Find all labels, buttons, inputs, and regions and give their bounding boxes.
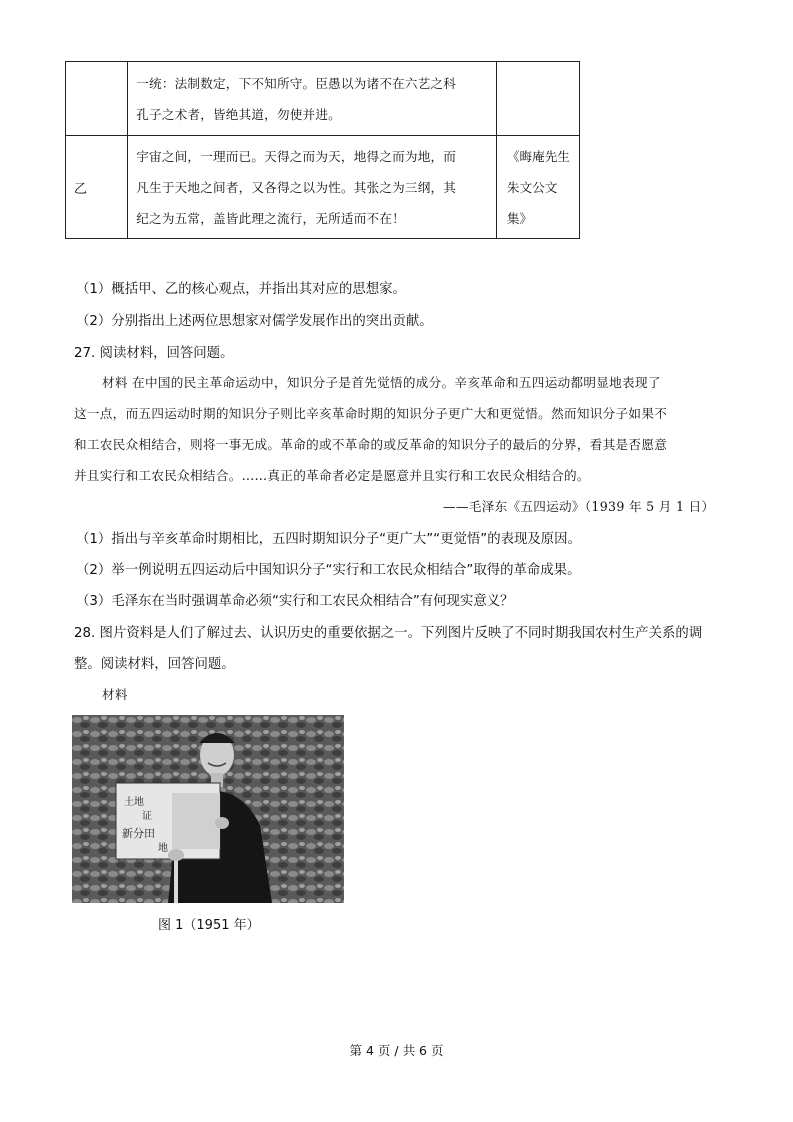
table-row xyxy=(66,62,580,136)
row-label xyxy=(66,62,128,136)
q26-sub1: （1）概括甲、乙的核心观点，并指出其对应的思想家。 xyxy=(76,282,406,297)
q28-material-label: 材料 xyxy=(102,687,128,702)
sign-text: 土地 xyxy=(124,797,144,808)
q27-sub2: （2）举一例说明五四运动后中国知识分子“实行和工农民众相结合”取得的革命成果。 xyxy=(76,563,581,578)
page-number: 第 4 页 / 共 6 页 xyxy=(349,1043,444,1058)
q28-title-line: 28. 图片资料是人们了解过去、认识历史的重要依据之一。下列图片反映了不同时期我国农村生产关系的调 xyxy=(74,626,703,641)
q27-material-line: 和工农民众相结合，则将一事无成。革命的或不革命的或反革命的知识分子的最后的分界，看其是否愿意 xyxy=(74,437,668,452)
q27-material-line: 并且实行和工农民众相结合。……真正的革命者必定是愿意并且实行和工农民众相结合的。 xyxy=(74,468,590,483)
sign-text: 证 xyxy=(142,811,152,822)
q28-title-line: 整。阅读材料，回答问题。 xyxy=(74,657,235,672)
q26-sub2: （2）分别指出上述两位思想家对儒学发展作出的突出贡献。 xyxy=(76,314,433,329)
q27-sub1: （1）指出与辛亥革命时期相比，五四时期知识分子“更广大”“更觉悟”的表现及原因。 xyxy=(76,532,581,547)
table-row xyxy=(66,136,580,239)
sign-text: 地 xyxy=(158,843,168,854)
text-line: 凡生于天地之间者，又各得之以为性。其张之为三纲，其 xyxy=(136,179,457,195)
q27-sub3: （3）毛泽东在当时强调革命必须“实行和工农民众相结合”有何现实意义？ xyxy=(76,594,514,609)
book-title-line: 朱文公文 xyxy=(506,179,558,195)
text-line: 纪之为五常，盖皆此理之流行，无所适而不在！ xyxy=(136,210,405,226)
q27-material-line: 材料 在中国的民主革命运动中，知识分子是首先觉悟的成分。辛亥革命和五四运动都明显地表现了 xyxy=(102,375,661,390)
text-line: 一统：法制数定，下不知所守。臣愚以为诸不在六艺之科 xyxy=(136,75,457,91)
text-line: 宇宙之间，一理而已。天得之而为天，地得之而为地，而 xyxy=(136,148,457,164)
book-title-line: 《晦庵先生 xyxy=(506,148,570,164)
row-label: 乙 xyxy=(66,136,128,239)
farmer-photo-illustration xyxy=(72,715,344,903)
book-title-line: 集》 xyxy=(506,210,533,226)
historical-photo xyxy=(72,715,344,903)
row-text xyxy=(128,62,497,136)
text-line: 孔子之术者，皆绝其道，勿使并进。 xyxy=(136,106,341,122)
q27-material-line: 这一点，而五四运动时期的知识分子则比辛亥革命时期的知识分子更广大和更觉悟。然而知识分子如果不 xyxy=(74,406,668,421)
sign-text: 新分田 xyxy=(122,827,155,840)
row-source xyxy=(496,62,579,136)
figure-caption: 图 1（1951 年） xyxy=(158,918,260,933)
row-source xyxy=(496,136,579,239)
q27-title: 27. 阅读材料，回答问题。 xyxy=(74,346,234,361)
row-text xyxy=(128,136,497,239)
source-table xyxy=(65,61,580,239)
q27-citation: ——毛泽东《五四运动》（1939 年 5 月 1 日） xyxy=(443,499,715,514)
